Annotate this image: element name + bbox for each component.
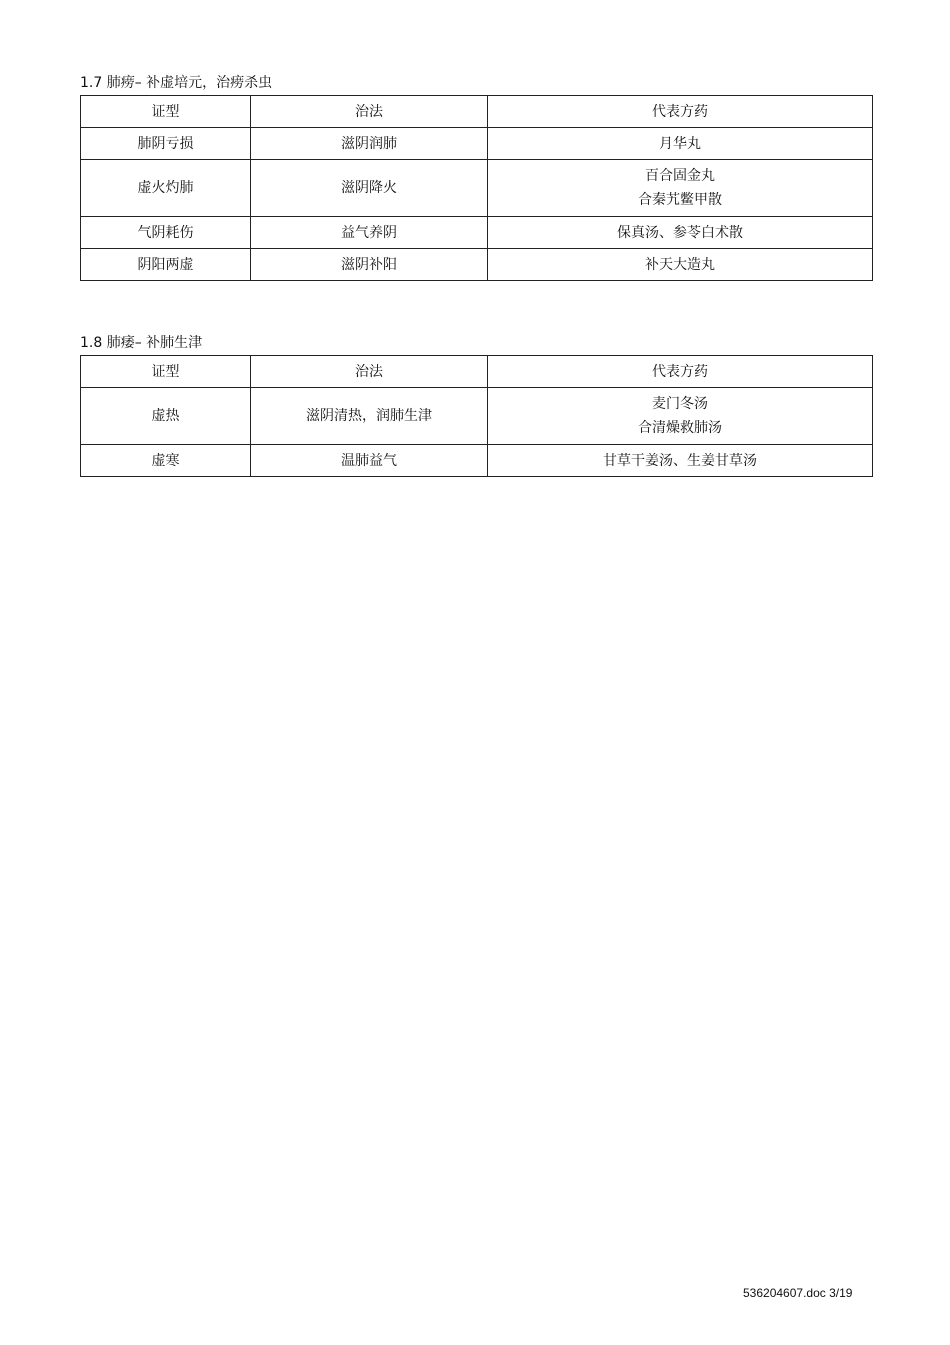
cell-formula bbox=[488, 128, 873, 160]
page-footer: 536204607.doc 3/19 bbox=[743, 1286, 853, 1300]
cell-method: 滋阴清热，润肺生津 bbox=[251, 388, 488, 445]
cell-syndrome: 虚火灼肺 bbox=[81, 160, 251, 217]
table-row bbox=[81, 249, 873, 281]
formula-line: 百合固金丸 bbox=[645, 168, 715, 184]
header-syndrome: 证型 bbox=[81, 356, 251, 388]
header-method: 治法 bbox=[251, 356, 488, 388]
cell-syndrome: 虚寒 bbox=[81, 445, 251, 477]
formula-line: 合清燥救肺汤 bbox=[638, 420, 722, 436]
cell-syndrome: 肺阴亏损 bbox=[81, 128, 251, 160]
header-formula: 代表方药 bbox=[488, 356, 873, 388]
cell-method: 滋阴降火 bbox=[251, 160, 488, 217]
table-header-row bbox=[81, 96, 873, 128]
table-row bbox=[81, 445, 873, 477]
cell-formula bbox=[488, 388, 873, 445]
cell-formula bbox=[488, 445, 873, 477]
cell-method: 益气养阴 bbox=[251, 217, 488, 249]
header-method: 治法 bbox=[251, 96, 488, 128]
formula-line: 补天大造丸 bbox=[645, 256, 715, 273]
cell-formula bbox=[488, 160, 873, 217]
header-syndrome: 证型 bbox=[81, 96, 251, 128]
cell-syndrome: 气阴耗伤 bbox=[81, 217, 251, 249]
cell-method: 温肺益气 bbox=[251, 445, 488, 477]
table-row bbox=[81, 160, 873, 217]
treatment-table-1-7 bbox=[80, 95, 873, 281]
cell-syndrome: 虚热 bbox=[81, 388, 251, 445]
section-title-1-8: 1.8 肺痿– 补肺生津 bbox=[80, 335, 203, 351]
header-formula: 代表方药 bbox=[488, 96, 873, 128]
table-row bbox=[81, 217, 873, 249]
formula-line: 甘草干姜汤、生姜甘草汤 bbox=[603, 452, 757, 469]
formula-line: 合秦艽鳖甲散 bbox=[638, 192, 722, 208]
cell-method: 滋阴润肺 bbox=[251, 128, 488, 160]
table-header-row bbox=[81, 356, 873, 388]
formula-line: 月华丸 bbox=[659, 135, 701, 152]
table-row bbox=[81, 128, 873, 160]
cell-method: 滋阴补阳 bbox=[251, 249, 488, 281]
table-row bbox=[81, 388, 873, 445]
section-title-1-7: 1.7 肺痨– 补虚培元，治痨杀虫 bbox=[80, 75, 273, 91]
cell-formula bbox=[488, 249, 873, 281]
formula-line: 麦门冬汤 bbox=[652, 396, 708, 412]
formula-line: 保真汤、参苓白术散 bbox=[617, 224, 743, 241]
cell-formula bbox=[488, 217, 873, 249]
treatment-table-1-8 bbox=[80, 355, 873, 477]
cell-syndrome: 阴阳两虚 bbox=[81, 249, 251, 281]
